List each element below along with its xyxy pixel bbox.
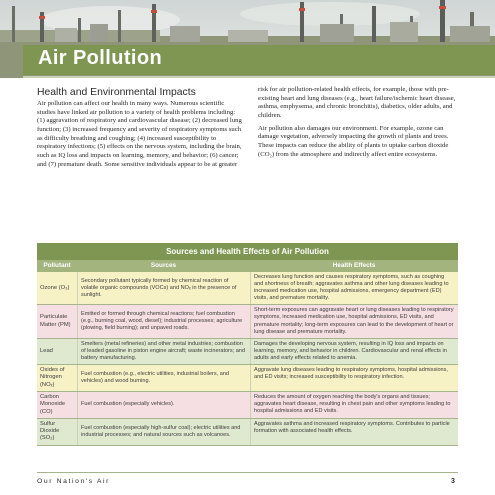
table-body [37, 272, 458, 446]
table-title: Sources and Health Effects of Air Pollution [37, 243, 458, 260]
section-heading: Health and Environmental Impacts [37, 87, 196, 98]
table-row [37, 365, 458, 392]
page-number: 3 [451, 478, 455, 485]
health-effects-cell: Damages the developing nervous system, resulting in IQ loss and impacts on learning, memory, and behavior in children. Cardiovascular and renal effects in adults and early effects related to anemia. [250, 339, 458, 364]
health-effects-cell: Short-term exposures can aggravate heart or lung diseases leading to respiratory symptoms, increased medication use, hospital admissions, ED visits, and premature mortality; long-term exposures can lead to the development of heart or lung disease and premature mortality. [250, 305, 458, 337]
table-header-row [37, 260, 458, 272]
sources-health-effects-table [37, 243, 458, 446]
sources-cell: Secondary pollutant typically formed by chemical reaction of volatile organic compounds (VOCs) and NOₓ in the presence of sunlight. [77, 272, 250, 304]
body-paragraph: risk for air pollution-related health effects, for example, those with pre-existing heart and lung diseases (e.g., heart failure/ischemic heart disease, asthma, emphysema, and chronic bronchitis), diabetics, older adults, and children. [258, 86, 456, 119]
health-effects-cell: Aggravate lung diseases leading to respiratory symptoms, hospital admissions, and ED visits; increased susceptibility to respiratory infection. [250, 365, 458, 391]
page-title: Air Pollution [38, 47, 163, 69]
table-row [37, 392, 458, 419]
body-paragraph: Air pollution also damages our environment. For example, ozone can damage vegetation, adversely impacting the growth of plants and trees. These impacts can reduce the ability of plants to uptake carbon dioxide (CO₂) from the atmosphere and indirectly affect entire ecosystems. [258, 124, 449, 158]
pollutant-cell: Oxides of Nitrogen (NOₓ) [40, 367, 65, 388]
title-rule [23, 76, 495, 78]
footer-publication-name: Our Nation's Air [37, 478, 110, 485]
pollutant-cell: Sulfur Dioxide (SO₂) [40, 420, 60, 442]
sources-cell: Smelters (metal refineries) and other metal industries; combustion of leaded gasoline in piston engine aircraft; waste incinerators; and battery manufacturing. [77, 339, 250, 364]
table-row [37, 419, 458, 446]
sources-cell: Emitted or formed through chemical reactions; fuel combustion (e.g., burning coal, wood, diesel); industrial processes; agriculture (plowing, field burning); and unpaved roads. [77, 305, 250, 337]
body-paragraph: Air pollution can affect our health in many ways. Numerous scientific studies have linked air pollution to a variety of health problems including: (1) aggravation of respiratory and cardiovascular disease; (2) decreased lung function; (3) increased frequency and severity of respiratory symptoms such as difficulty breathing and coughing; (4) increased susceptibility to respiratory infections; (5) effects on the nervous system, including the brain, such as IQ loss and impacts on learning, memory, and behavior; (6) cancer; and (7) premature death. Some sensitive individuals appear to be at greater [37, 100, 242, 168]
health-effects-cell: Decreases lung function and causes respiratory symptoms, such as coughing and shortness of breath; aggravates asthma and other lung diseases leading to increased medication use, hospital admissions, emergency department (ED) visits, and premature mortality. [250, 272, 458, 304]
header-sources: Sources [150, 262, 177, 269]
body-column-right [258, 86, 458, 159]
table-row [37, 305, 458, 338]
body-column-left [37, 100, 242, 169]
table-bottom-rule [37, 472, 458, 473]
pollutant-cell: Lead [40, 347, 53, 354]
sources-cell: Fuel combustion (especially high-sulfur coal); electric utilities and industrial processes; and natural sources such as volcanoes. [77, 419, 250, 445]
pollutant-cell: Ozone (O₃) [40, 284, 70, 291]
header-pollutant: Pollutant [43, 262, 71, 269]
pollutant-cell: Particulate Matter (PM) [40, 314, 71, 328]
sources-cell: Fuel combustion (e.g., electric utilities, industrial boilers, and vehicles) and wood burning. [77, 365, 250, 391]
health-effects-cell: Reduces the amount of oxygen reaching the body's organs and tissues; aggravates heart disease, resulting in chest pain and other symptoms leading to hospital admissions and ED visits. [250, 392, 458, 418]
health-effects-cell: Aggravates asthma and increased respiratory symptoms. Contributes to particle formation with associated health effects. [250, 419, 458, 445]
table-row [37, 339, 458, 365]
title-band [23, 45, 495, 75]
table-row [37, 272, 458, 305]
pollutant-cell: Carbon Monoxide (CO) [40, 393, 66, 415]
header-health-effects: Health Effects [332, 262, 376, 269]
sources-cell: Fuel combustion (especially vehicles). [77, 392, 250, 418]
